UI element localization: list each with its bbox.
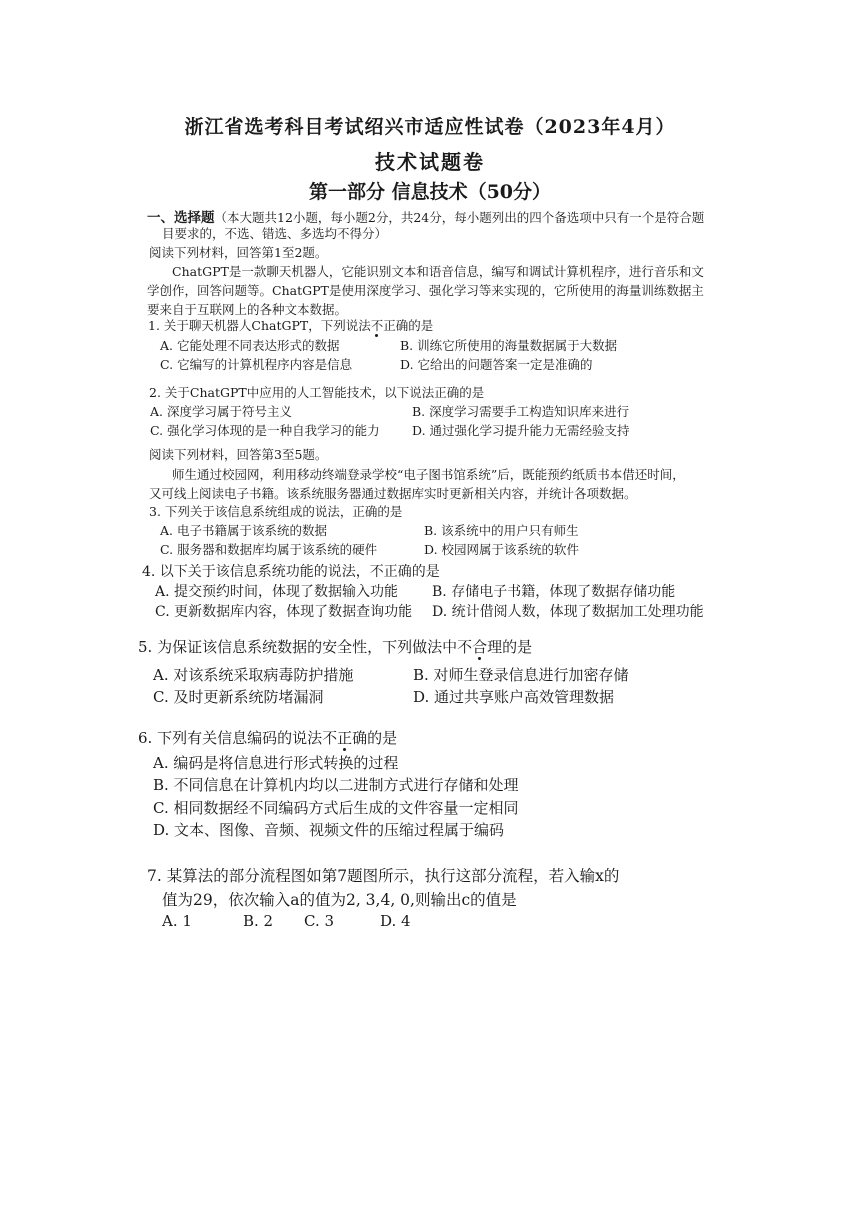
q5-stem-text: 5. 为保证该信息系统数据的安全性，下列做法中: [138, 638, 458, 656]
q7-stem-line2: 值为29，依次输入a的值为2, 3,4, 0,则输出c的值是: [162, 891, 517, 909]
material2-line1: 师生通过校园网，利用移动终端登录学校“电子图书馆系统”后，既能预约纸质书本借还时间，: [172, 467, 685, 482]
q5-stem-end: 的是: [502, 638, 533, 656]
section-label: 一、选择题: [147, 210, 215, 226]
q3-option-c: C. 服务器和数据库均属于该系统的硬件: [160, 542, 378, 557]
material1-line1: ChatGPT是一款聊天机器人，它能识别文本和语音信息，编写和调试计算机程序，进行音乐和文: [172, 264, 704, 279]
q6-option-b: B. 不同信息在计算机内均以二进制方式进行存储和处理: [153, 776, 519, 794]
q6-emphasis: 不正确: [322, 729, 368, 747]
section-instructions: [147, 206, 704, 226]
material1-line3: 要来自于互联网上的各种文本数据。: [147, 302, 348, 317]
q4-option-d: D. 统计借阅人数，体现了数据加工处理功能: [432, 604, 704, 620]
q6-stem-text: 6. 下列有关信息编码的说法: [138, 729, 323, 747]
exam-title: 浙江省选考科目考试绍兴市适应性试卷（2023年4月）: [184, 116, 676, 138]
q1-option-a: A. 它能处理不同表达形式的数据: [160, 338, 340, 353]
q2-option-a: A. 深度学习属于符号主义: [150, 404, 292, 419]
q1-option-b: B. 训练它所使用的海量数据属于大数据: [400, 338, 618, 353]
q6-stem-end: 的是: [367, 729, 398, 747]
q3-stem: 3. 下列关于该信息系统组成的说法，正确的是: [149, 504, 403, 519]
q6-stem: [138, 727, 397, 748]
exam-subtitle: 技术试题卷: [375, 150, 485, 174]
q7-option-c: C. 3: [304, 912, 335, 930]
q1-stem: [148, 316, 433, 334]
q3-option-a: A. 电子书籍属于该系统的数据: [160, 523, 327, 538]
q7-option-d: D. 4: [380, 912, 411, 930]
q7-option-b: B. 2: [243, 912, 274, 930]
material1-intro: 阅读下列材料，回答第1至2题。: [149, 245, 328, 260]
material2-line2: 又可线上阅读电子书籍。该系统服务器通过数据库实时更新相关内容，并统计各项数据。: [149, 486, 637, 501]
q2-option-d: D. 通过强化学习提升能力无需经验支持: [412, 423, 630, 438]
q7-stem-line1: 7. 某算法的部分流程图如第7题图所示，执行这部分流程，若入输x的: [147, 867, 620, 885]
q2-stem: 2. 关于ChatGPT中应用的人工智能技术，以下说法正确的是: [149, 385, 485, 400]
q4-option-a: A. 提交预约时间，体现了数据输入功能: [155, 584, 399, 600]
material2-intro: 阅读下列材料，回答第3至5题。: [149, 447, 328, 462]
section-instructions-line1: （本大题共12小题，每小题2分，共24分，每小题列出的四个备选项中只有一个是符合题: [214, 210, 705, 225]
q7-option-a: A. 1: [162, 912, 192, 930]
q5-option-a: A. 对该系统采取病毒防护措施: [153, 666, 354, 684]
q4-option-b: B. 存储电子书籍，体现了数据存储功能: [432, 584, 676, 600]
q5-emphasis: 不合理: [457, 638, 503, 656]
part-heading: 第一部分 信息技术（50分）: [308, 181, 552, 203]
q6-option-d: D. 文本、图像、音频、视频文件的压缩过程属于编码: [153, 821, 505, 839]
q5-option-d: D. 通过共享账户高效管理数据: [413, 688, 615, 706]
q5-option-c: C. 及时更新系统防堵漏洞: [153, 688, 324, 706]
q1-emphasis: 不: [370, 318, 384, 333]
q6-option-c: C. 相同数据经不同编码方式后生成的文件容量一定相同: [153, 799, 519, 817]
q1-stem-end: 正确的是: [383, 318, 434, 333]
q4-option-c: C. 更新数据库内容，体现了数据查询功能: [155, 604, 413, 620]
q1-stem-text: 1. 关于聊天机器人ChatGPT，下列说法: [148, 318, 371, 333]
q2-option-b: B. 深度学习需要手工构造知识库来进行: [412, 404, 630, 419]
section-instructions-line2: 目要求的，不选、错选、多选均不得分）: [162, 226, 388, 241]
q1-option-c: C. 它编写的计算机程序内容是信息: [160, 357, 353, 372]
q3-option-d: D. 校园网属于该系统的软件: [424, 542, 580, 557]
q5-stem: [138, 636, 532, 657]
q1-option-d: D. 它给出的问题答案一定是准确的: [400, 357, 593, 372]
q2-option-c: C. 强化学习体现的是一种自我学习的能力: [150, 423, 380, 438]
q6-option-a: A. 编码是将信息进行形式转换的过程: [153, 754, 399, 772]
q3-option-b: B. 该系统中的用户只有师生: [424, 523, 579, 538]
q4-stem: 4. 以下关于该信息系统功能的说法，不正确的是: [142, 564, 440, 580]
q5-option-b: B. 对师生登录信息进行加密存储: [413, 666, 629, 684]
material1-line2: 学创作，回答问题等。ChatGPT是使用深度学习、强化学习等来实现的，它所使用的海量训练数据主: [147, 283, 704, 298]
